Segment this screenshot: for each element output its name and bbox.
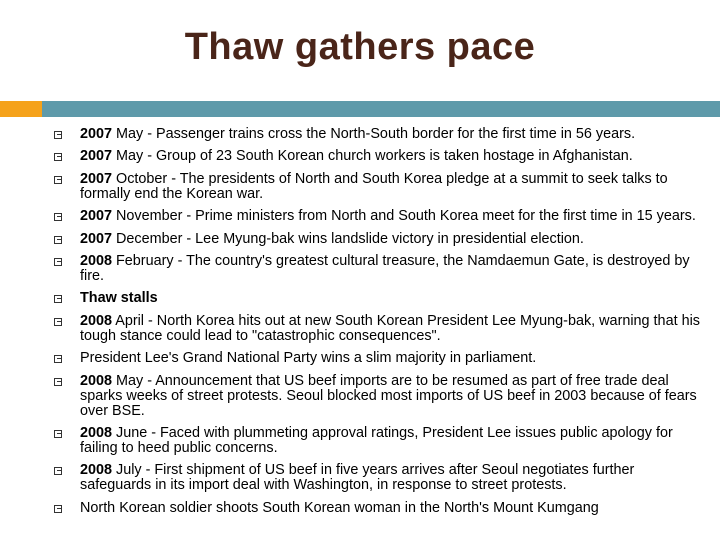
square-bullet-icon: [54, 505, 62, 513]
list-item: [54, 149, 702, 164]
bullet-list: [54, 127, 702, 523]
square-bullet-icon: [54, 295, 62, 303]
list-item: [54, 351, 702, 366]
bullet-year: 2008: [80, 424, 113, 441]
square-bullet-icon: [54, 258, 62, 266]
bullet-text: October - The presidents of North and South Korea pledge at a summit to seek talks to formally end the Korean war.: [80, 170, 668, 202]
bullet-text: April - North Korea hits out at new South Korean President Lee Myung-bak, warning that his tough stance could lead to "catastrophic consequences".: [80, 312, 700, 344]
square-bullet-icon: [54, 236, 62, 244]
bullet-year: 2007: [80, 148, 113, 165]
list-item: [54, 314, 702, 344]
list-item: [54, 209, 702, 224]
square-bullet-icon: [54, 430, 62, 438]
square-bullet-icon: [54, 318, 62, 326]
list-item: [54, 426, 702, 456]
bullet-text: February - The country's greatest cultural treasure, the Namdaemun Gate, is destroyed by fire.: [80, 252, 690, 284]
bullet-year: 2008: [80, 372, 113, 389]
bullet-text: North Korean soldier shoots South Korean woman in the North's Mount Kumgang: [80, 499, 599, 516]
list-item: [54, 254, 702, 284]
bullet-text: July - First shipment of US beef in five years arrives after Seoul negotiates further safeguards in its import deal with Washington, in response to street protests.: [80, 462, 635, 494]
list-item: [54, 232, 702, 247]
section-heading: Thaw stalls: [80, 290, 158, 307]
bullet-year: 2008: [80, 252, 113, 269]
bullet-year: 2007: [80, 208, 113, 225]
bullet-text: December - Lee Myung-bak wins landslide victory in presidential election.: [112, 230, 584, 247]
list-item: [54, 291, 702, 306]
square-bullet-icon: [54, 153, 62, 161]
bullet-text: June - Faced with plummeting approval ratings, President Lee issues public apology for failing to heed public concerns.: [80, 424, 673, 456]
bullet-year: 2008: [80, 462, 113, 479]
accent-bar: [0, 101, 42, 117]
bullet-year: 2007: [80, 126, 113, 142]
square-bullet-icon: [54, 213, 62, 221]
bullet-year: 2007: [80, 230, 113, 247]
square-bullet-icon: [54, 176, 62, 184]
bullet-text: May - Group of 23 South Korean church workers is taken hostage in Afghanistan.: [112, 148, 633, 165]
bullet-year: 2008: [80, 312, 113, 329]
bullet-text: President Lee's Grand National Party wins a slim majority in parliament.: [80, 350, 537, 367]
square-bullet-icon: [54, 131, 62, 139]
list-item: [54, 127, 702, 142]
bullet-year: 2007: [80, 170, 113, 187]
slide-title: Thaw gathers pace: [184, 26, 536, 68]
square-bullet-icon: [54, 467, 62, 475]
list-item: [54, 172, 702, 202]
bullet-text: May - Passenger trains cross the North-South border for the first time in 56 years.: [112, 126, 636, 142]
list-item: [54, 374, 702, 419]
square-bullet-icon: [54, 355, 62, 363]
square-bullet-icon: [54, 378, 62, 386]
bullet-text: May - Announcement that US beef imports are to be resumed as part of free trade deal sparks weeks of street protests. Seoul blocked most imports of US beef in 2003 because of fears over BSE.: [80, 372, 697, 419]
list-item: [54, 463, 702, 493]
list-item: [54, 501, 702, 516]
bullet-text: November - Prime ministers from North and South Korea meet for the first time in 15 years.: [112, 208, 696, 225]
header-divider-bar: [42, 101, 720, 117]
